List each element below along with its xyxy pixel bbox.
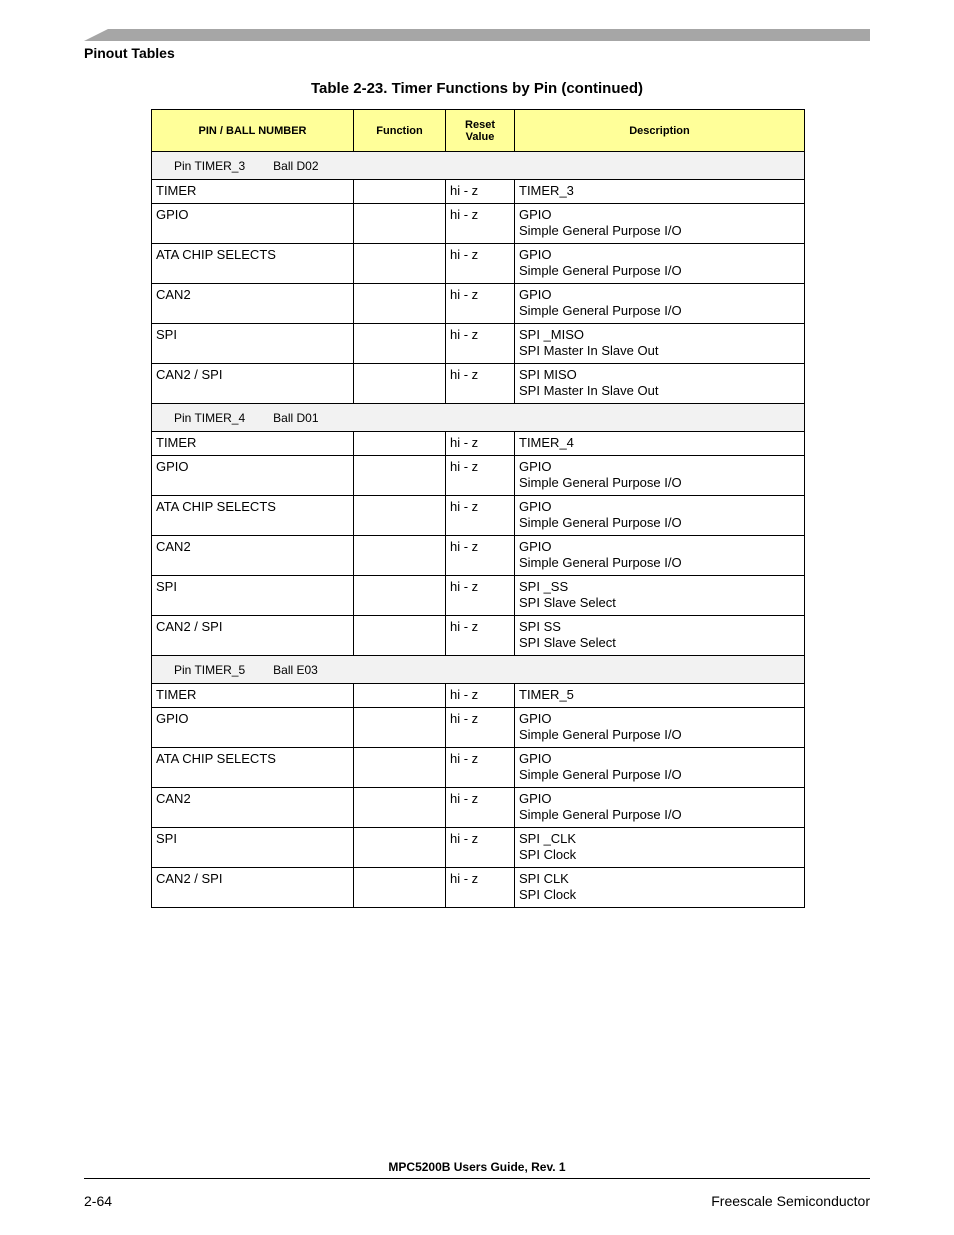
pin-group-row [152,404,805,432]
footer-divider [84,1178,870,1179]
reset-value-cell: hi - z [446,324,515,364]
reset-value-cell: hi - z [446,536,515,576]
description-line1: GPIO [519,711,552,726]
description-cell [515,708,805,748]
description-line2: Simple General Purpose I/O [519,223,682,238]
pin-cell: ATA CHIP SELECTS [152,748,354,788]
table-row [152,788,805,828]
reset-value-cell: hi - z [446,868,515,908]
description-line2: Simple General Purpose I/O [519,303,682,318]
description-cell [515,788,805,828]
description-cell [515,576,805,616]
table-row [152,536,805,576]
pin-name: Pin TIMER_4 [174,410,246,425]
table-row [152,748,805,788]
reset-value-cell: hi - z [446,456,515,496]
description-line1: SPI SS [519,619,561,634]
pin-group-row [152,656,805,684]
function-cell [354,432,446,456]
reset-value-cell: hi - z [446,284,515,324]
function-cell [354,708,446,748]
description-cell [515,244,805,284]
table-body [152,152,805,908]
description-cell [515,748,805,788]
pin-cell: CAN2 [152,536,354,576]
pin-group-cell [152,656,805,684]
reset-value-cell: hi - z [446,684,515,708]
description-cell [515,364,805,404]
pin-group-row [152,152,805,180]
description-line2: SPI Master In Slave Out [519,383,659,398]
reset-value-cell: hi - z [446,432,515,456]
reset-value-cell: hi - z [446,828,515,868]
pin-cell: ATA CHIP SELECTS [152,244,354,284]
ball-number: Ball D02 [273,158,319,173]
function-cell [354,364,446,404]
function-cell [354,828,446,868]
description-line2: Simple General Purpose I/O [519,727,682,742]
pin-cell: SPI [152,324,354,364]
column-header-reset-line1: Reset [465,118,495,131]
description-line1: GPIO [519,499,552,514]
pin-cell: CAN2 / SPI [152,868,354,908]
table-header-row [152,110,805,152]
page-number: 2-64 [84,1193,113,1209]
column-header-reset [446,110,515,152]
table-row [152,868,805,908]
description-line1: GPIO [519,287,552,302]
table-row [152,180,805,204]
description-cell [515,684,805,708]
table-row [152,708,805,748]
description-cell [515,868,805,908]
pin-group-cell [152,152,805,180]
table-row [152,496,805,536]
function-cell [354,616,446,656]
description-line2: Simple General Purpose I/O [519,515,682,530]
table-row [152,284,805,324]
description-line2: SPI Master In Slave Out [519,343,659,358]
timer-functions-table [151,109,805,908]
column-header-pin: PIN / BALL NUMBER [152,110,354,152]
description-line1: TIMER_4 [519,435,574,450]
function-cell [354,204,446,244]
pin-cell: CAN2 / SPI [152,364,354,404]
function-cell [354,748,446,788]
description-line1: GPIO [519,751,552,766]
company-name: Freescale Semiconductor [711,1193,870,1209]
reset-value-cell: hi - z [446,496,515,536]
description-line1: GPIO [519,539,552,554]
description-line1: TIMER_5 [519,687,574,702]
description-cell [515,616,805,656]
description-line1: TIMER_3 [519,183,574,198]
description-line1: GPIO [519,791,552,806]
description-line1: SPI _CLK [519,831,577,846]
column-header-function: Function [354,110,446,152]
column-header-reset-line2: Value [465,130,495,143]
table-row [152,204,805,244]
description-line2: Simple General Purpose I/O [519,807,682,822]
pin-group-cell [152,404,805,432]
reset-value-cell: hi - z [446,576,515,616]
ball-number: Ball E03 [273,662,318,677]
function-cell [354,868,446,908]
reset-value-cell: hi - z [446,616,515,656]
description-cell [515,456,805,496]
function-cell [354,788,446,828]
description-cell [515,180,805,204]
description-cell [515,536,805,576]
description-line2: Simple General Purpose I/O [519,767,682,782]
top-decorative-bar [84,29,870,41]
description-line2: SPI Slave Select [519,595,616,610]
pin-name: Pin TIMER_5 [174,662,246,677]
pin-cell: ATA CHIP SELECTS [152,496,354,536]
description-line2: Simple General Purpose I/O [519,263,682,278]
table-row [152,576,805,616]
function-cell [354,180,446,204]
description-line2: SPI Slave Select [519,635,616,650]
description-line1: SPI _SS [519,579,569,594]
description-cell [515,324,805,364]
pin-cell: GPIO [152,456,354,496]
table-row [152,456,805,496]
pin-cell: SPI [152,576,354,616]
function-cell [354,536,446,576]
description-line1: SPI MISO [519,367,577,382]
pin-cell: CAN2 [152,284,354,324]
ball-number: Ball D01 [273,410,319,425]
function-cell [354,284,446,324]
description-line1: GPIO [519,459,552,474]
reset-value-cell: hi - z [446,748,515,788]
pin-name: Pin TIMER_3 [174,158,246,173]
section-header: Pinout Tables [84,45,175,61]
reset-value-cell: hi - z [446,244,515,284]
table-row [152,364,805,404]
function-cell [354,684,446,708]
pin-cell: TIMER [152,180,354,204]
description-cell [515,284,805,324]
reset-value-cell: hi - z [446,180,515,204]
description-line1: SPI CLK [519,871,569,886]
table-title: Table 2-23. Timer Functions by Pin (continued) [311,80,643,97]
description-line2: SPI Clock [519,887,577,902]
table-row [152,324,805,364]
pin-cell: CAN2 / SPI [152,616,354,656]
description-cell [515,828,805,868]
column-header-description: Description [515,110,805,152]
pin-cell: SPI [152,828,354,868]
function-cell [354,324,446,364]
function-cell [354,496,446,536]
reset-value-cell: hi - z [446,204,515,244]
function-cell [354,456,446,496]
description-cell [515,204,805,244]
reset-value-cell: hi - z [446,364,515,404]
function-cell [354,244,446,284]
reset-value-cell: hi - z [446,788,515,828]
table-row [152,616,805,656]
table-row [152,828,805,868]
description-cell [515,496,805,536]
table-row [152,432,805,456]
pin-cell: GPIO [152,708,354,748]
function-cell [354,576,446,616]
description-line1: SPI _MISO [519,327,585,342]
description-line1: GPIO [519,207,552,222]
footer-title: MPC5200B Users Guide, Rev. 1 [388,1160,566,1174]
description-line1: GPIO [519,247,552,262]
description-line2: Simple General Purpose I/O [519,555,682,570]
pin-cell: TIMER [152,684,354,708]
table-row [152,684,805,708]
description-cell [515,432,805,456]
reset-value-cell: hi - z [446,708,515,748]
table-row [152,244,805,284]
pin-cell: TIMER [152,432,354,456]
pin-cell: GPIO [152,204,354,244]
description-line2: Simple General Purpose I/O [519,475,682,490]
pin-cell: CAN2 [152,788,354,828]
description-line2: SPI Clock [519,847,577,862]
